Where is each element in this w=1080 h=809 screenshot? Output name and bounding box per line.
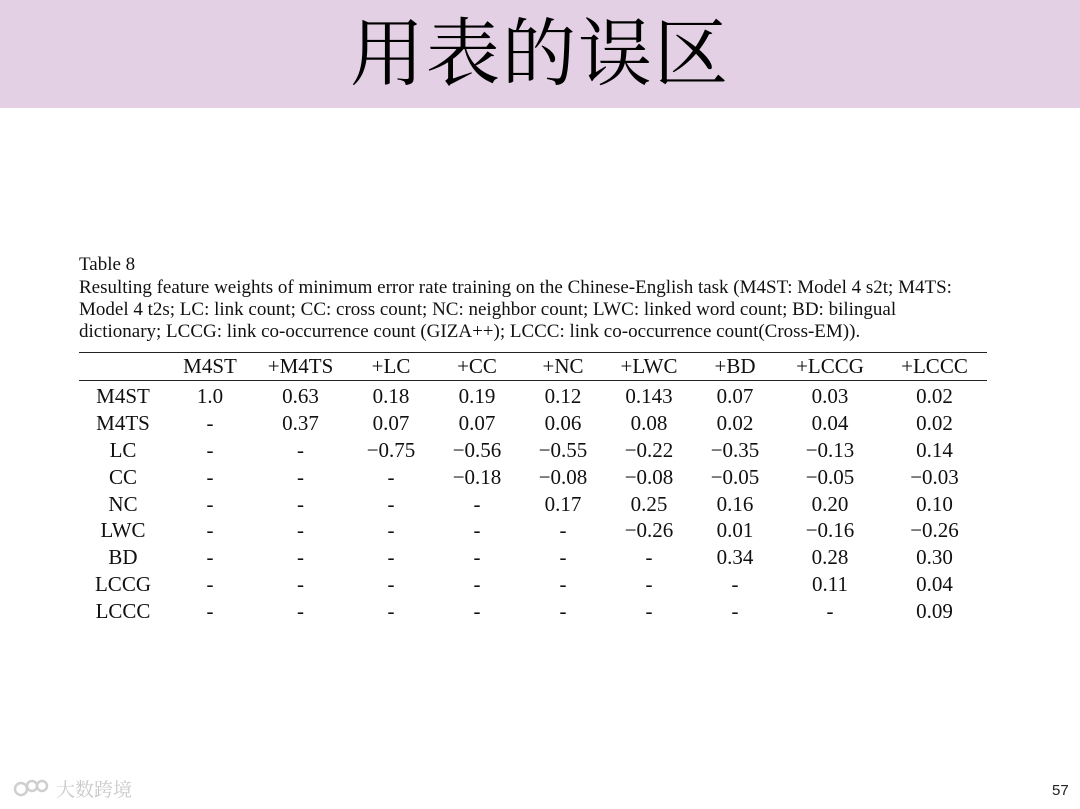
table-row (79, 544, 987, 571)
table-cell: - (387, 599, 395, 624)
table-cell: 0.04 (811, 410, 849, 435)
table-caption: Resulting feature weights of minimum error rate training on the Chinese-English task (M4ST: Model 4 s2t; M4TS: Model 4 t2s; LC: link count; CC: cross count; NC: neighbor count; LWC: linked word count; BD: bilingual dictionary; LCCG: link co-occurrence count (GIZA++); LCCC: link co-occurrence count(Cross-EM)). (79, 277, 952, 342)
table-cell: 0.63 (282, 383, 319, 408)
watermark-text: 大数跨境 (56, 779, 133, 801)
table-cell: −0.55 (538, 437, 588, 462)
title-bar (0, 0, 1080, 108)
table-cell: 0.01 (716, 518, 754, 543)
table-cell: −0.16 (805, 518, 855, 543)
table-cell: 0.34 (716, 545, 754, 570)
column-header: +LCCG (778, 353, 882, 381)
table-label: Table 8 (79, 254, 136, 275)
table-cell: −0.75 (366, 437, 416, 462)
table-cell: 0.17 (544, 491, 582, 516)
page-number: 57 (1052, 782, 1069, 799)
table-cell: - (473, 491, 481, 516)
table-row (79, 410, 987, 437)
table-cell: - (206, 491, 214, 516)
table-cell: −0.05 (805, 464, 855, 489)
table-cell: - (473, 545, 481, 570)
table-cell: - (297, 491, 304, 516)
table-cell: - (387, 518, 395, 543)
table-cell: 0.19 (458, 383, 496, 408)
table-cell: - (297, 572, 304, 597)
column-header: +LWC (606, 353, 692, 381)
table-cell: 0.37 (282, 410, 319, 435)
table-cell: 0.06 (544, 410, 582, 435)
table-body (79, 381, 987, 626)
table-cell: −0.22 (624, 437, 674, 462)
table-cell: - (826, 599, 834, 624)
column-header: M4ST (167, 353, 253, 381)
column-header: +M4TS (253, 353, 348, 381)
table-cell: −0.35 (710, 437, 760, 462)
table-cell: - (473, 599, 481, 624)
table-cell: - (297, 599, 304, 624)
table-cell: - (645, 572, 653, 597)
table-header-row (79, 353, 987, 381)
column-header: +LCCC (882, 353, 987, 381)
table-row (79, 491, 987, 518)
column-header: +LC (348, 353, 434, 381)
table-cell: 0.30 (916, 545, 953, 570)
table-cell: 0.07 (372, 410, 410, 435)
row-header-cell: CC (108, 464, 137, 489)
table-cell: 0.143 (625, 383, 673, 408)
table-cell: - (645, 599, 653, 624)
table-cell: −0.56 (452, 437, 502, 462)
table-cell: 0.08 (630, 410, 668, 435)
table-cell: - (297, 518, 304, 543)
table-cell: - (387, 464, 395, 489)
table-cell: 0.25 (630, 491, 668, 516)
table-cell: −0.08 (624, 464, 674, 489)
table-cell: - (559, 518, 567, 543)
table-cell: - (206, 437, 214, 462)
table-cell: - (206, 572, 214, 597)
table-cell: - (559, 545, 567, 570)
table-cell: −0.26 (910, 518, 959, 543)
feature-weights-table (79, 352, 987, 625)
table-cell: 0.07 (716, 383, 754, 408)
table-cell: 0.07 (458, 410, 496, 435)
table-cell: 0.02 (716, 410, 754, 435)
table-cell: 0.12 (544, 383, 582, 408)
row-header-cell: BD (108, 545, 138, 570)
table-cell: - (206, 410, 214, 435)
table-cell: 0.16 (716, 491, 754, 516)
slide-title: 用表的误区 (350, 11, 730, 97)
table-cell: 0.09 (916, 599, 953, 624)
table-cell: - (206, 464, 214, 489)
row-header-cell: LCCG (94, 572, 151, 597)
column-header: +CC (434, 353, 520, 381)
row-header-cell: LCCC (95, 599, 151, 624)
row-header-cell: LC (109, 437, 137, 462)
table-cell: - (387, 491, 395, 516)
table-cell: - (559, 599, 567, 624)
table-cell: −0.18 (452, 464, 502, 489)
table-cell: −0.05 (710, 464, 760, 489)
table-cell: - (645, 545, 653, 570)
table-row (79, 464, 987, 491)
table-figure (79, 253, 991, 625)
watermark-icon (12, 776, 52, 802)
table-cell: - (473, 572, 481, 597)
table-cell: - (297, 545, 304, 570)
table-cell: - (731, 572, 739, 597)
watermark-logo (12, 775, 132, 802)
table-cell: −0.13 (805, 437, 855, 462)
table-row (79, 598, 987, 625)
table-cell: - (559, 572, 567, 597)
table-cell: 1.0 (196, 383, 224, 408)
table-cell: 0.14 (916, 437, 953, 462)
table-cell: - (297, 437, 304, 462)
column-header: +BD (692, 353, 778, 381)
table-cell: −0.26 (624, 518, 674, 543)
table-cell: 0.11 (812, 572, 848, 597)
table-cell: 0.02 (916, 383, 953, 408)
table-cell: 0.10 (916, 491, 953, 516)
table-cell: 0.20 (811, 491, 849, 516)
table-cell: 0.18 (372, 383, 410, 408)
table-cell: 0.03 (811, 383, 849, 408)
row-header-cell: M4ST (96, 383, 150, 408)
table-cell: - (206, 545, 214, 570)
table-cell: - (206, 599, 214, 624)
table-row (79, 437, 987, 464)
table-cell: - (387, 572, 395, 597)
table-cell: - (387, 545, 395, 570)
row-header-cell: M4TS (96, 410, 150, 435)
table-row (79, 517, 987, 544)
table-cell: 0.28 (811, 545, 849, 570)
table-cell: −0.08 (538, 464, 588, 489)
row-header-cell: NC (108, 491, 138, 516)
column-header: +NC (520, 353, 606, 381)
row-header-cell: LWC (100, 518, 146, 543)
table-cell: - (206, 518, 214, 543)
table-cell: - (473, 518, 481, 543)
table-row (79, 381, 987, 410)
table-cell: −0.03 (910, 464, 959, 489)
table-cell: 0.02 (916, 410, 953, 435)
table-cell: 0.04 (916, 572, 953, 597)
table-cell: - (297, 464, 304, 489)
header-corner-cell (79, 353, 167, 381)
table-cell: - (731, 599, 739, 624)
table-row (79, 571, 987, 598)
